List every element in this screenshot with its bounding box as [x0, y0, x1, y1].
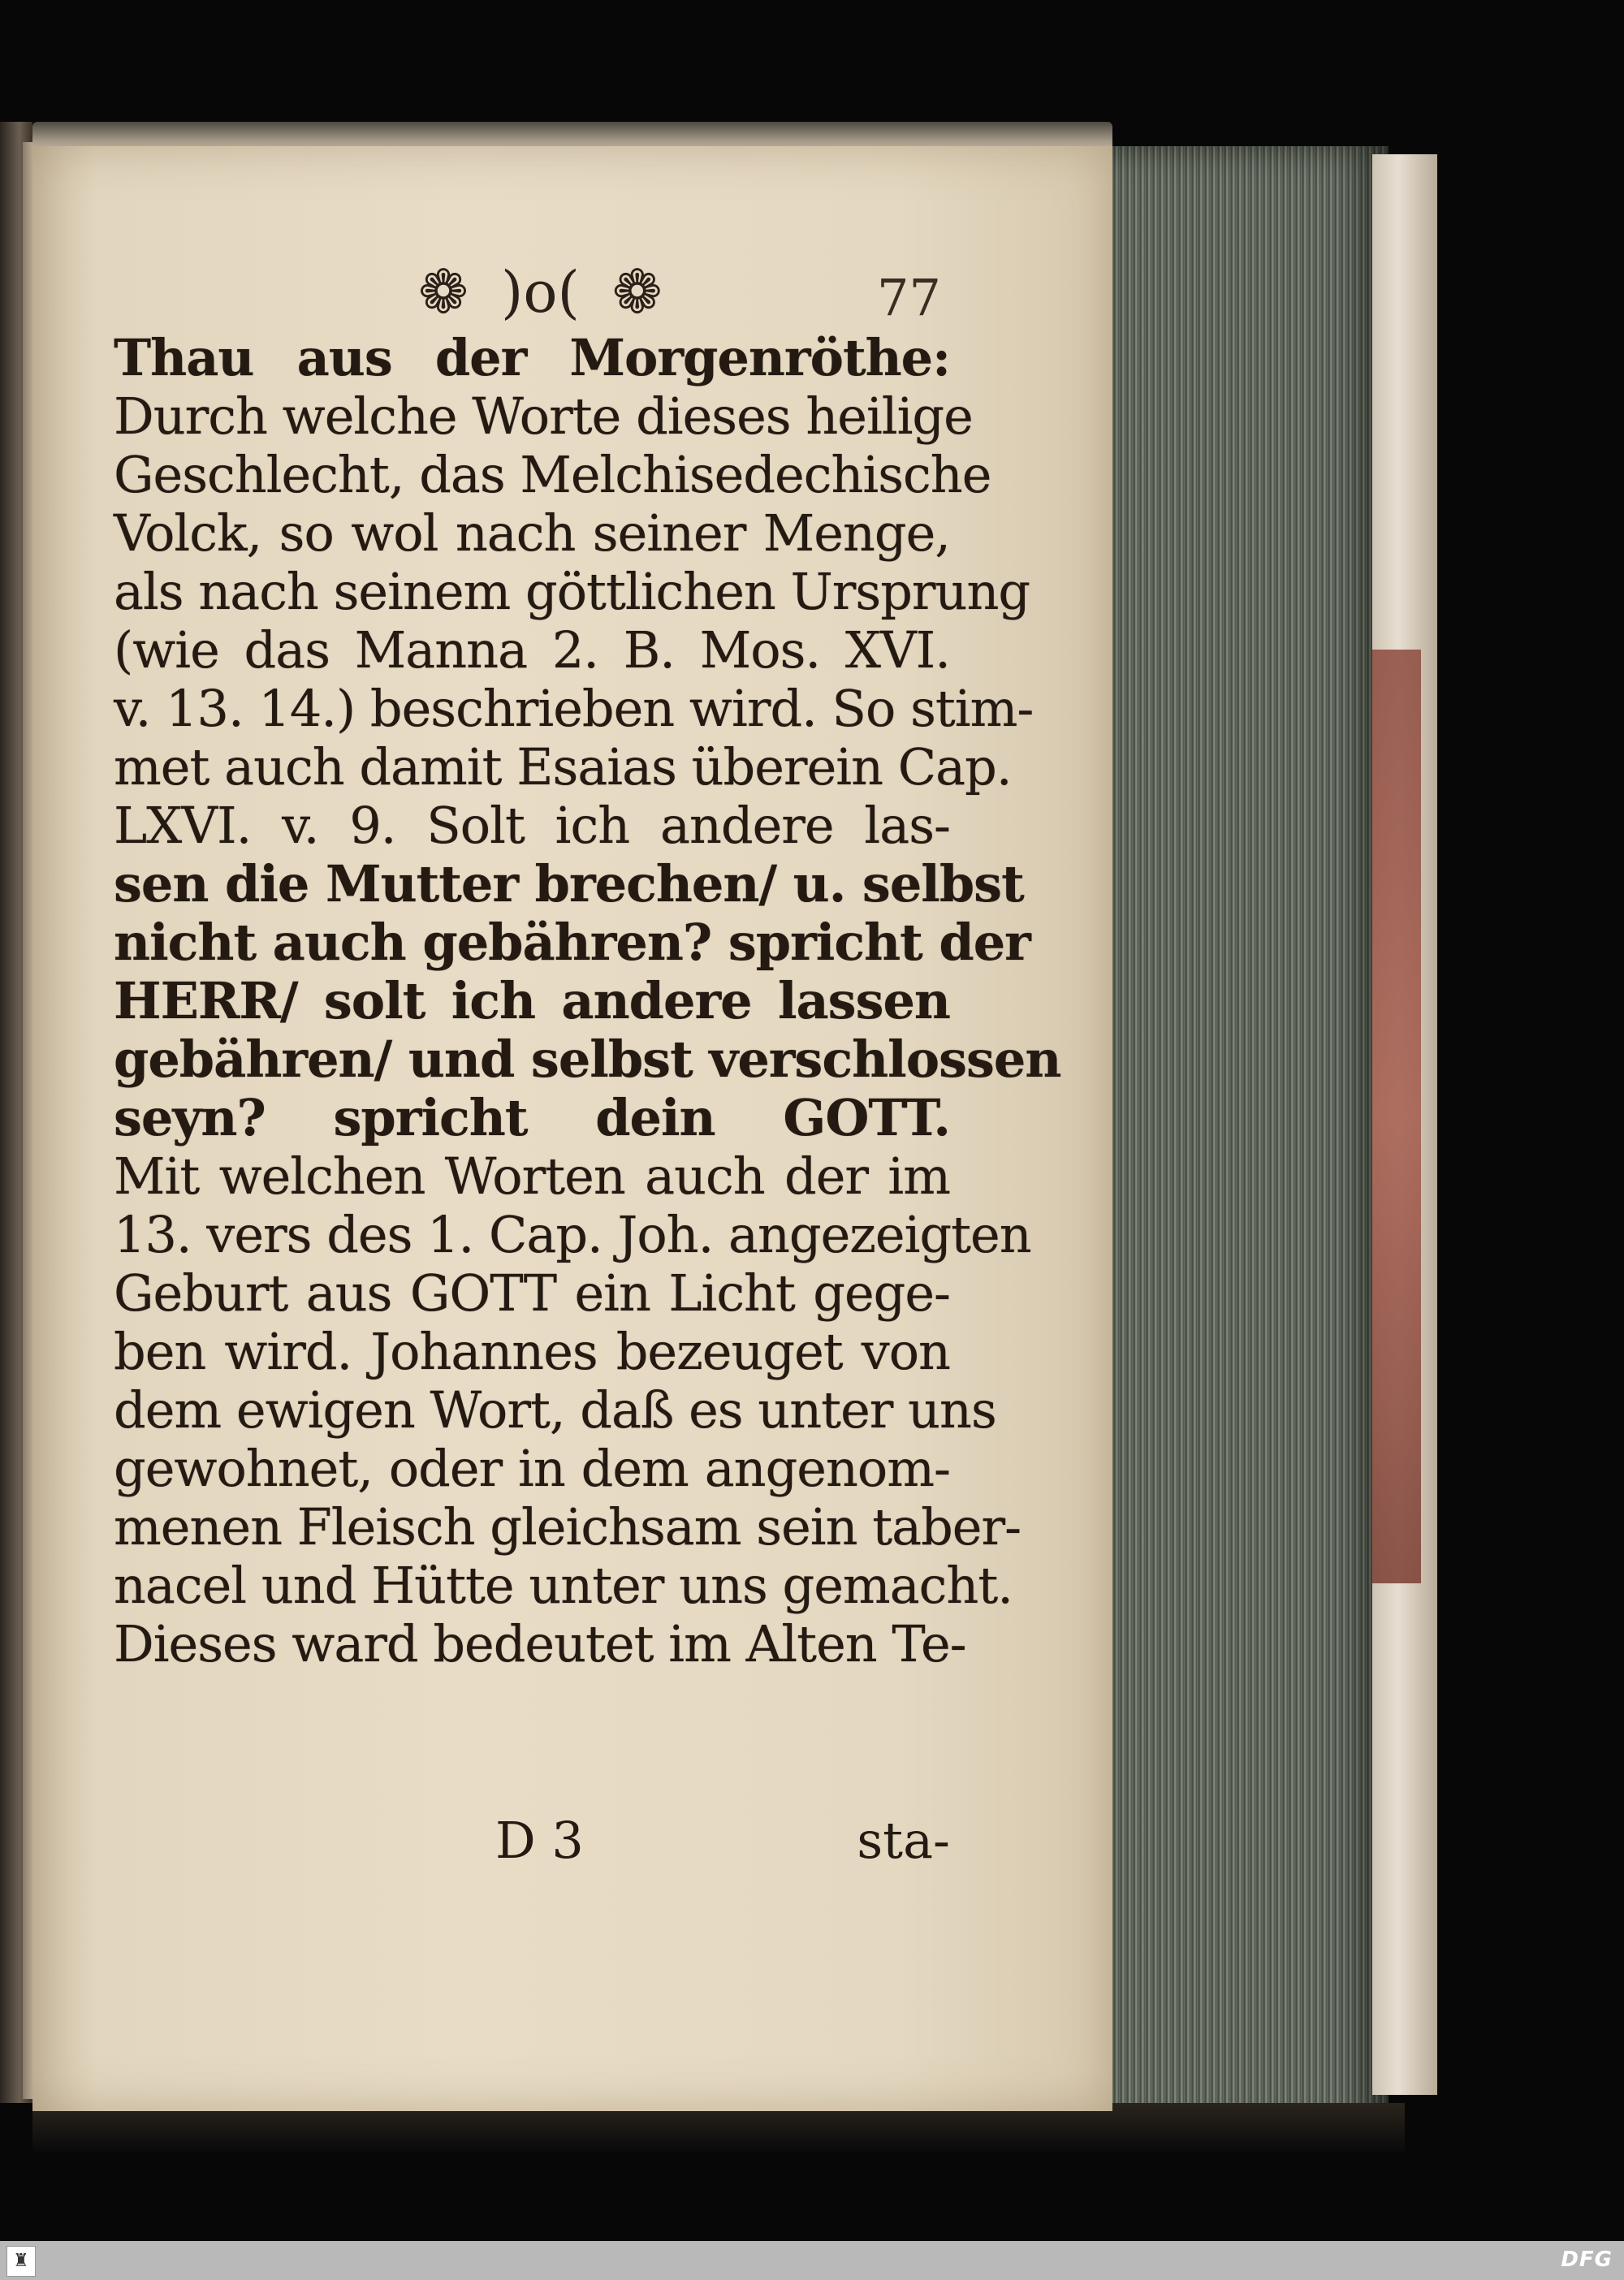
text-line: nacel und Hütte unter uns gemacht. [114, 1556, 1013, 1615]
text-line: v. 13. 14.) beschrieben wird. So stim- [114, 679, 1034, 738]
header-center-mark: )o( [501, 259, 580, 326]
body-text [114, 328, 1061, 1673]
page-footer-line [114, 1811, 950, 1876]
text-line: HERR/ solt ich andere lassen [114, 971, 950, 1030]
text-line: nicht auch gebähren? spricht der [114, 913, 1030, 972]
text-line: ben wird. Johannes bezeuget von [114, 1322, 950, 1381]
flower-ornament-right-icon: ❁ [611, 257, 663, 327]
text-line: dem ewigen Wort, daß es unter uns [114, 1380, 996, 1440]
text-line: 13. vers des 1. Cap. Joh. angezeigten [114, 1205, 1031, 1264]
page-header [418, 252, 663, 333]
text-line: Volck, so wol nach seiner Menge, [114, 503, 950, 563]
text-line: als nach seinem göttlichen Ursprung [114, 562, 1030, 621]
catchword: sta- [857, 1811, 950, 1870]
viewer-footer-bar [0, 2241, 1624, 2280]
page-block-edge [1112, 146, 1389, 2135]
text-line: (wie das Manna 2. B. Mos. XVI. [114, 620, 950, 680]
text-line: Geburt aus GOTT ein Licht gege- [114, 1263, 950, 1323]
text-line: Dieses ward bedeutet im Alten Te- [114, 1614, 966, 1673]
signature-mark: D 3 [495, 1811, 584, 1870]
flower-ornament-left-icon: ❁ [418, 257, 469, 327]
text-line: sen die Mutter brechen/ u. selbst [114, 854, 1024, 913]
text-line: Durch welche Worte dieses heilige [114, 386, 973, 446]
text-line: LXVI. v. 9. Solt ich andere las- [114, 796, 950, 855]
page-number: 77 [877, 268, 941, 327]
text-line: Mit welchen Worten auch der im [114, 1146, 950, 1206]
dfg-logo: DFG [1561, 2248, 1613, 2272]
text-line: met auch damit Esaias überein Cap. [114, 737, 1012, 797]
back-cover-red-stain [1372, 650, 1421, 1583]
text-line: Geschlecht, das Melchisedechische [114, 445, 991, 504]
text-line: Thau aus der Morgenröthe: [114, 328, 950, 387]
library-logo-icon: ♜ [6, 2246, 36, 2277]
text-line: menen Fleisch gleichsam sein taber- [114, 1497, 1021, 1557]
text-line: seyn? spricht dein GOTT. [114, 1088, 950, 1147]
text-line: gebähren/ und selbst verschlossen [114, 1030, 1061, 1089]
text-line: gewohnet, oder in dem angenom- [114, 1439, 950, 1498]
